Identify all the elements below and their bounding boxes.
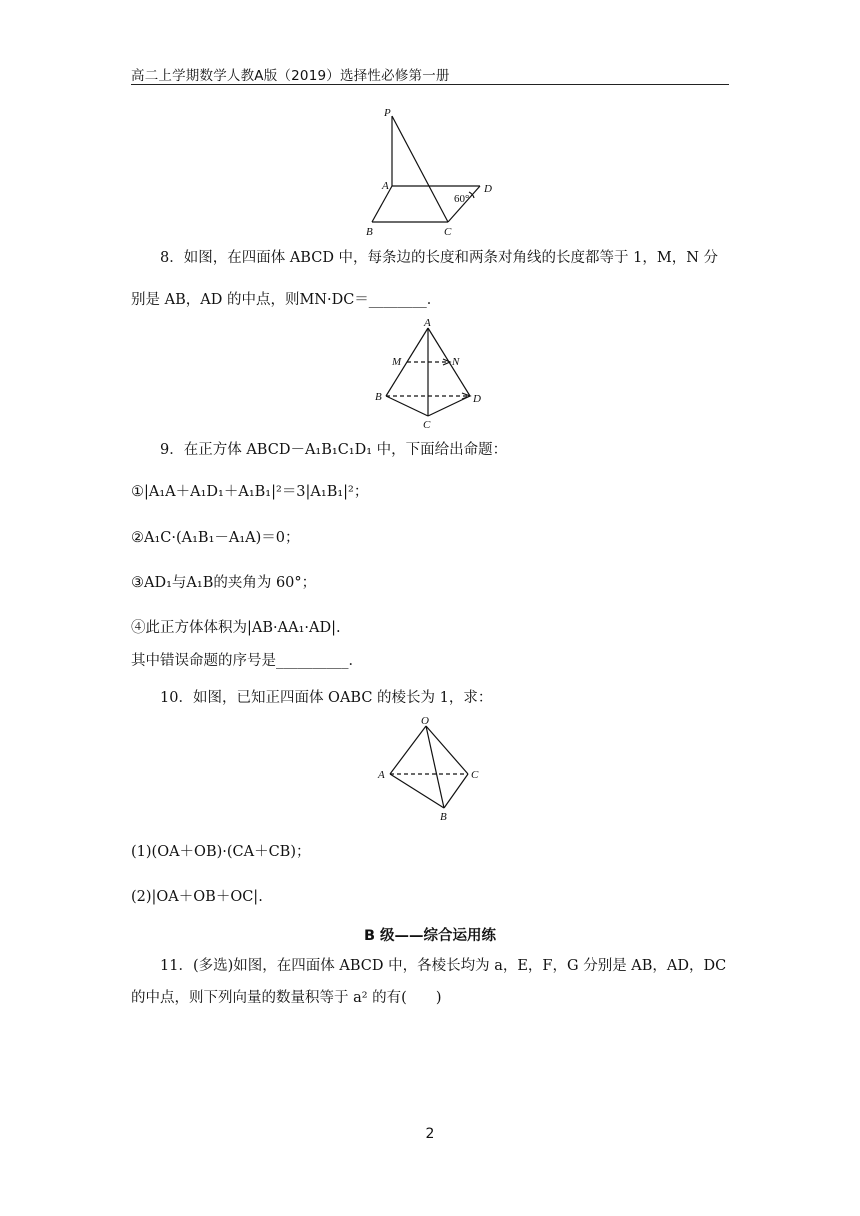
label-B2: B	[375, 391, 382, 403]
q9-prop3: ③AD₁与A₁B的夹角为 60°；	[131, 575, 317, 591]
header-rule	[131, 84, 729, 85]
q11-line2: 的中点，则下列向量的数量积等于 a² 的有( )	[131, 990, 442, 1006]
q8-line1: 8．如图，在四面体 ABCD 中，每条边的长度和两条对角线的长度都等于 1，M，N 分	[160, 250, 719, 266]
q9-prop1: ①|A₁A＋A₁D₁＋A₁B₁|²＝3|A₁B₁|²；	[131, 484, 369, 500]
label-P: P	[384, 107, 391, 119]
label-A3: A	[378, 769, 385, 781]
label-C2: C	[423, 419, 431, 431]
label-C: C	[444, 226, 452, 238]
label-angle: 60°	[454, 193, 470, 205]
section-title: B 级——综合运用练	[363, 928, 497, 944]
label-B: B	[366, 226, 373, 238]
page-number: 2	[425, 1126, 435, 1142]
label-A2: A	[424, 317, 431, 329]
q11-line1: 11．(多选)如图，在四面体 ABCD 中，各棱长均为 a，E，F，G 分别是 AB，AD，DC	[160, 958, 727, 974]
q10-part2: (2)|OA＋OB＋OC|.	[131, 889, 263, 905]
label-B3: B	[440, 811, 447, 823]
q9-intro: 9．在正方体 ABCD－A₁B₁C₁D₁ 中，下面给出命题：	[160, 442, 508, 458]
q8-line2: 别是 AB，AD 的中点，则MN·DC＝________．	[131, 292, 442, 308]
figure-tetrahedron-abcd	[372, 316, 492, 432]
figure-pyramid	[360, 104, 500, 238]
q10-part1: (1)(OA＋OB)·(CA＋CB)；	[131, 844, 311, 860]
label-D2: D	[473, 393, 481, 405]
label-N: N	[452, 356, 460, 368]
label-C3: C	[471, 769, 479, 781]
label-A: A	[382, 180, 389, 192]
q9-ask: 其中错误命题的序号是__________．	[131, 653, 363, 669]
page-header: 高二上学期数学人教A版（2019）选择性必修第一册	[131, 68, 450, 84]
q10-intro: 10．如图，已知正四面体 OABC 的棱长为 1，求：	[160, 690, 493, 706]
label-O: O	[421, 715, 429, 727]
label-M: M	[392, 356, 402, 368]
label-D: D	[484, 183, 492, 195]
q9-prop4: ④此正方体体积为|AB·AA₁·AD|.	[131, 620, 341, 636]
figure-tetrahedron-oabc	[374, 712, 494, 824]
q9-prop2: ②A₁C·(A₁B₁－A₁A)＝0；	[131, 530, 300, 546]
